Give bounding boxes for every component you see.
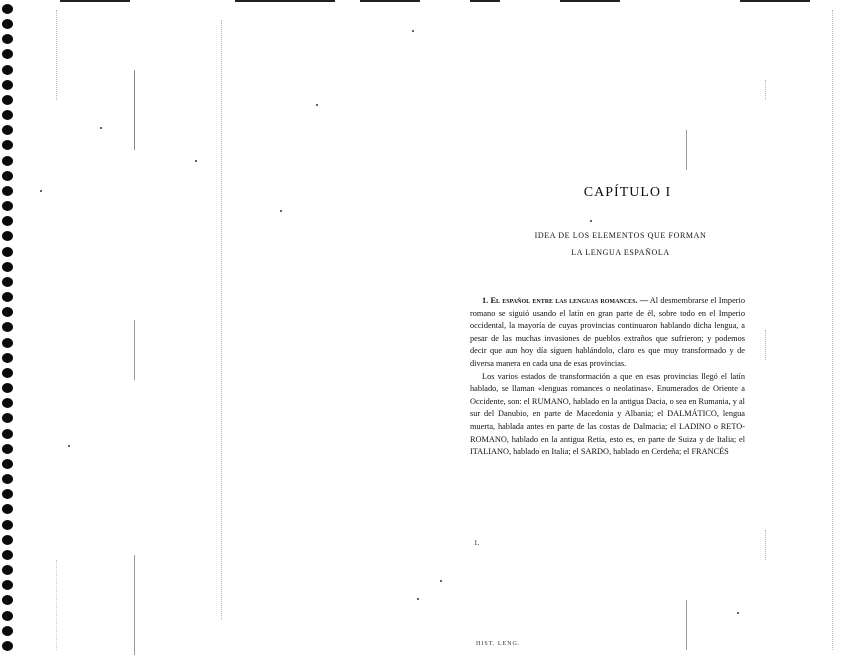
binding-hole (2, 322, 13, 332)
scan-line (56, 10, 58, 100)
scan-line (134, 70, 135, 150)
binding-hole (2, 231, 13, 241)
spiral-binding-holes (2, 4, 16, 656)
binding-hole (2, 474, 13, 484)
scan-line (56, 560, 58, 650)
scan-line (221, 20, 223, 620)
binding-hole (2, 277, 13, 287)
top-edge-artifact (0, 0, 848, 2)
binding-hole (2, 34, 13, 44)
scan-line (765, 330, 767, 360)
binding-hole (2, 186, 13, 196)
binding-hole (2, 338, 13, 348)
binding-hole (2, 580, 13, 590)
binding-hole (2, 216, 13, 226)
paragraph-2: Los varios estados de transformación a que en esas provincias llegó el latín hablado, se llaman «lenguas romances o neolatinas». Enumerados de Oriente a Occidente, son: el RUMANO, hablado en la antigua Dacia, o sea en Rumania, y al sur del Danubio, en parte de Macedonia y Albania; el DALMÁTICO, lengua muerta, hablada antes en parte de las costas de Dalmacia; el LADINO o RETO-ROMANO, hablado en la antigua Retia, esto es, en parte de Suiza y de Italia; el ITALIANO, hablado en Italia; el SARDO, hablado en Cerdeña; el FRANCÉS (470, 371, 745, 457)
binding-hole (2, 383, 13, 393)
speck (417, 598, 419, 600)
scan-line (765, 80, 767, 100)
bottom-edge-mark: HIST. LENG. (476, 641, 521, 647)
scan-line (686, 130, 687, 170)
right-page-text-block (470, 185, 745, 459)
scan-line (134, 555, 135, 655)
speck (40, 190, 42, 192)
subtitle-line-1: IDEA DE LOS ELEMENTOS QUE FORMAN (534, 231, 707, 240)
binding-hole (2, 4, 13, 14)
speck (68, 445, 70, 447)
speck (737, 612, 739, 614)
binding-hole (2, 262, 13, 272)
binding-hole (2, 504, 13, 514)
speck (280, 210, 282, 212)
binding-hole (2, 49, 13, 59)
binding-hole (2, 353, 13, 363)
paragraph-1 (470, 295, 745, 371)
scan-line (686, 600, 687, 650)
signature-mark: 1. (474, 539, 480, 547)
speck (412, 30, 414, 32)
binding-hole (2, 110, 13, 120)
binding-hole (2, 550, 13, 560)
binding-hole (2, 520, 13, 530)
chapter-subtitle (470, 227, 745, 261)
binding-hole (2, 413, 13, 423)
binding-hole (2, 611, 13, 621)
binding-hole (2, 65, 13, 75)
binding-hole (2, 626, 13, 636)
speck (316, 104, 318, 106)
binding-hole (2, 565, 13, 575)
binding-hole (2, 595, 13, 605)
speck (440, 580, 442, 582)
speck (100, 127, 102, 129)
binding-hole (2, 459, 13, 469)
scan-line (134, 320, 135, 380)
binding-hole (2, 444, 13, 454)
paragraph-1-text: Al desmembrarse el Imperio romano se siguió usando el latín en gran parte de él, sobre todo en el Imperio occidental, la mayoría de cuyas provincias continuaron hablando dicha lengua, a pesar de las muchas invasiones de pueblos extraños que sufrieron; y podemos decir que aun hoy día siguen hablándolo, claro es que muy transformado y de diversa manera en cada una de esas provincias. (470, 296, 745, 368)
subtitle-line-2: LA LENGUA ESPAÑOLA (571, 248, 670, 257)
binding-hole (2, 125, 13, 135)
binding-hole (2, 489, 13, 499)
binding-hole (2, 95, 13, 105)
binding-hole (2, 398, 13, 408)
binding-hole (2, 171, 13, 181)
section-lead: 1. El español entre las lenguas romances. — (482, 296, 649, 305)
binding-hole (2, 247, 13, 257)
scan-line (832, 10, 834, 650)
binding-hole (2, 19, 13, 29)
binding-hole (2, 368, 13, 378)
binding-hole (2, 292, 13, 302)
speck (195, 160, 197, 162)
binding-hole (2, 429, 13, 439)
chapter-title: CAPÍTULO I (583, 185, 672, 200)
binding-hole (2, 535, 13, 545)
binding-hole (2, 80, 13, 90)
binding-hole (2, 201, 13, 211)
binding-hole (2, 307, 13, 317)
binding-hole (2, 156, 13, 166)
binding-hole (2, 140, 13, 150)
scan-line (765, 530, 767, 560)
binding-hole (2, 641, 13, 651)
